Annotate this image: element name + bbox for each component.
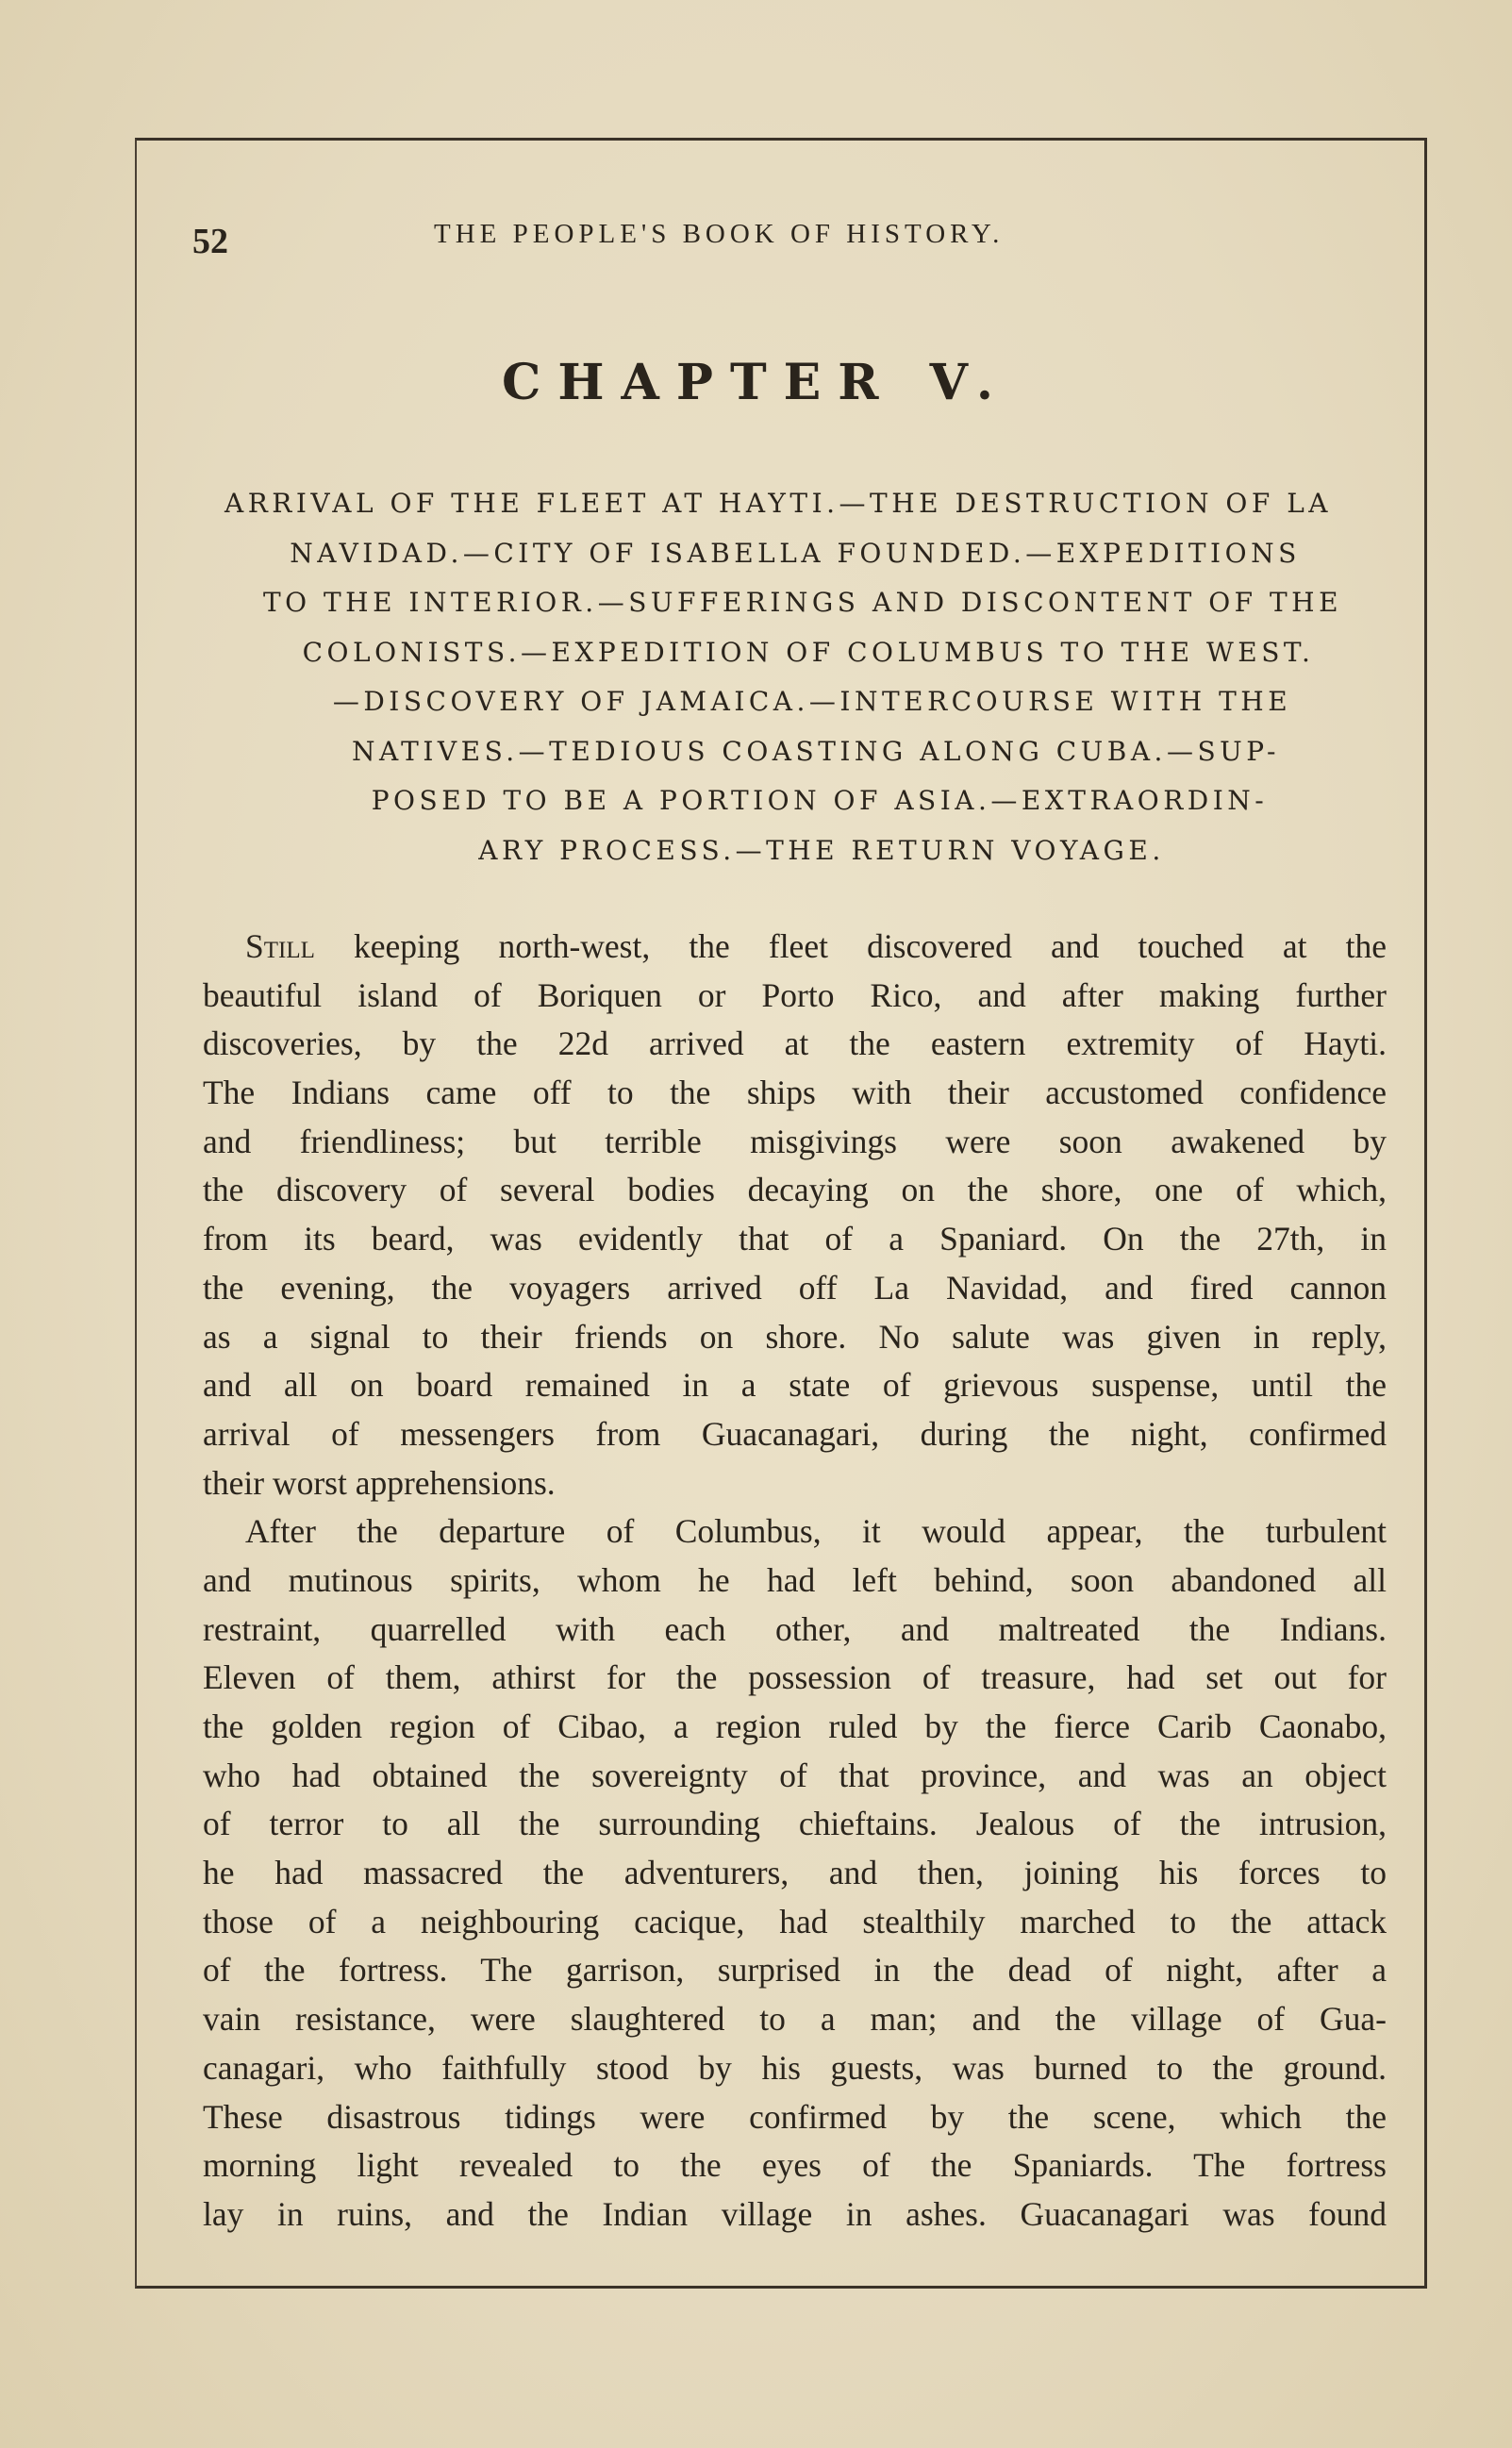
- summary-line: —DISCOVERY OF JAMAICA.—INTERCOURSE WITH THE: [332, 686, 1292, 717]
- running-title: THE PEOPLE'S BOOK OF HISTORY.: [434, 219, 1005, 249]
- body-line: their worst apprehensions.: [203, 1463, 556, 1502]
- chapter-title: CHAPTER V.: [502, 354, 1010, 411]
- body-line: The Indians came off to the ships with their accustomed confidence: [203, 1074, 1387, 1112]
- summary-line: ARY PROCESS.—THE RETURN VOYAGE.: [478, 834, 1165, 866]
- body-line: Eleven of them, athirst for the possession of treasure, had set out for: [203, 1658, 1387, 1697]
- summary-line: COLONISTS.—EXPEDITION OF COLUMBUS TO THE WEST.: [302, 636, 1315, 668]
- body-line: These disastrous tidings were confirmed by the scene, which the: [203, 2097, 1387, 2136]
- body-line: of the fortress. The garrison, surprised in the dead of night, after a: [203, 1951, 1387, 1990]
- summary-line: TO THE INTERIOR.—SUFFERINGS AND DISCONTENT OF THE: [262, 587, 1343, 618]
- body-line: of terror to all the surrounding chieftains. Jealous of the intrusion,: [203, 1805, 1387, 1843]
- body-line: those of a neighbouring cacique, had stealthily marched to the attack: [203, 1902, 1387, 1940]
- page-header: [189, 209, 1387, 266]
- body-line: and mutinous spirits, whom he had left behind, soon abandoned all: [203, 1560, 1387, 1599]
- body-line: arrival of messengers from Guacanagari, during the night, confirmed: [203, 1414, 1387, 1453]
- body-line: the discovery of several bodies decaying on the shore, one of which,: [203, 1171, 1387, 1209]
- body-line: and all on board remained in a state of grievous suspense, until the: [203, 1366, 1387, 1405]
- body-line: discoveries, by the 22d arrived at the eastern extremity of Hayti.: [203, 1024, 1387, 1063]
- body-line: as a signal to their friends on shore. No salute was given in reply,: [203, 1317, 1387, 1356]
- summary-line: POSED TO BE A PORTION OF ASIA.—EXTRAORDIN-: [371, 785, 1269, 816]
- body-line: he had massacred the adventurers, and then, joining his forces to: [203, 1854, 1387, 1892]
- body-line: canagari, who faithfully stood by his guests, was burned to the ground.: [203, 2048, 1387, 2087]
- body-line: the evening, the voyagers arrived off La Navidad, and fired cannon: [203, 1268, 1387, 1307]
- opening-word: Still: [245, 927, 315, 965]
- summary-line: NATIVES.—TEDIOUS COASTING ALONG CUBA.—SUP-: [351, 735, 1281, 767]
- body-line: morning light revealed to the eyes of the Spaniards. The fortress: [203, 2146, 1387, 2185]
- body-line: and friendliness; but terrible misgivings were soon awakened by: [203, 1122, 1387, 1160]
- body-line: the golden region of Cibao, a region ruled by the fierce Carib Caonabo,: [203, 1707, 1387, 1745]
- paragraph-first-line: After the departure of Columbus, it would appear, the turbulent: [245, 1512, 1387, 1551]
- body-line: vain resistance, were slaughtered to a man; and the village of Gua-: [203, 2000, 1387, 2039]
- chapter-summary: [179, 479, 1396, 875]
- body-line: beautiful island of Boriquen or Porto Rico, and after making further: [203, 975, 1387, 1014]
- paragraph-first-line: [203, 923, 1387, 972]
- body-line: lay in ruins, and the Indian village in ashes. Guacanagari was found: [203, 2194, 1387, 2233]
- summary-line: ARRIVAL OF THE FLEET AT HAYTI.—THE DESTRUCTION OF LA: [224, 488, 1333, 519]
- body-line: who had obtained the sovereignty of that province, and was an object: [203, 1756, 1387, 1794]
- body-line: restraint, quarrelled with each other, and maltreated the Indians.: [203, 1609, 1387, 1648]
- body-line-text: keeping north-west, the fleet discovered and touched at the: [314, 927, 1387, 965]
- body-text: [203, 923, 1387, 2240]
- page-number: 52: [192, 222, 228, 261]
- summary-line: NAVIDAD.—CITY OF ISABELLA FOUNDED.—EXPEDITIONS: [290, 537, 1301, 569]
- body-line: from its beard, was evidently that of a Spaniard. On the 27th, in: [203, 1220, 1387, 1258]
